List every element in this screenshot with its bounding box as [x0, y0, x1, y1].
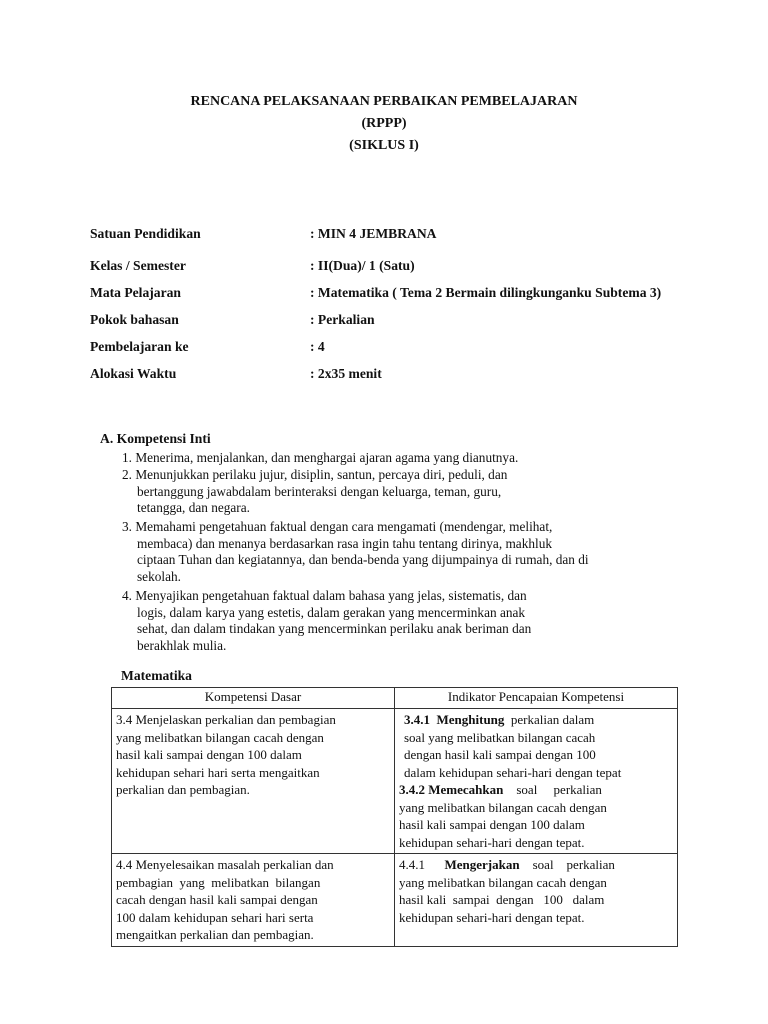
ipk-line: hasil kali sampai dengan 100 dalam [399, 817, 585, 832]
document-subtitle-siklus: (SIKLUS I) [349, 138, 419, 153]
ki-item-2 [122, 467, 612, 517]
ipk-line: perkalian dalam [510, 712, 595, 727]
table-row [112, 709, 678, 854]
ipk-code: 3.4.1 [404, 712, 430, 727]
ki-line: Memahami pengetahuan faktual dengan cara mengamati (mendengar, melihat, [135, 519, 553, 534]
identity-value: : II(Dua)/ 1 (Satu) [310, 258, 415, 273]
identity-label: Pokok bahasan [90, 312, 179, 327]
ipk-line: kehidupan sehari-hari dengan tepat. [399, 834, 585, 850]
ki-line: berakhlak mulia. [137, 637, 227, 653]
kd-line: kehidupan sehari hari serta mengaitkan [116, 764, 320, 780]
ipk-verb: Menghitung [436, 712, 505, 727]
ki-line: logis, dalam karya yang estetis, dalam gerakan yang mencerminkan anak [137, 604, 526, 620]
document-title: RENCANA PELAKSANAAN PERBAIKAN PEMBELAJARAN [190, 94, 578, 109]
ipk-code: 3.4.2 [399, 782, 425, 797]
ki-line: Menunjukkan perilaku jujur, disiplin, santun, percaya diri, peduli, dan [135, 467, 508, 482]
ki-number: 3. [122, 519, 132, 534]
identity-label: Mata Pelajaran [90, 285, 181, 300]
kd-line: 4.4 Menyelesaikan masalah perkalian dan [116, 857, 334, 872]
ipk-code: 4.4.1 [399, 857, 425, 872]
kd-line: hasil kali sampai dengan 100 dalam [116, 747, 302, 762]
kd-line: cacah dengan hasil kali sampai dengan [116, 892, 318, 907]
identity-label: Kelas / Semester [90, 258, 186, 273]
ki-number: 4. [122, 588, 132, 603]
ipk-cell [395, 709, 678, 854]
table-header-row [112, 688, 678, 709]
matematika-heading: Matematika [121, 668, 192, 683]
ipk-line: yang melibatkan bilangan cacah dengan [399, 874, 607, 890]
document-subtitle-rppp: (RPPP) [361, 116, 407, 131]
competency-table [111, 687, 678, 947]
ipk-cell [395, 854, 678, 947]
ipk-line: yang melibatkan bilangan cacah dengan [399, 799, 607, 815]
identity-value: : MIN 4 JEMBRANA [310, 226, 437, 241]
column-header-kd: Kompetensi Dasar [112, 688, 395, 709]
ki-line: ciptaan Tuhan dan kegiatannya, dan benda-benda yang dijumpainya di rumah, dan di [137, 552, 589, 567]
kd-line: yang melibatkan bilangan cacah dengan [116, 729, 324, 745]
ipk-line: soal perkalian [532, 857, 615, 872]
ki-item-4 [122, 588, 612, 654]
ipk-line: hasil kali sampai dengan 100 dalam [399, 892, 605, 907]
identity-value: : 2x35 menit [310, 366, 382, 381]
ipk-line: kehidupan sehari-hari dengan tepat. [399, 909, 585, 925]
ipk-line: dalam kehidupan sehari-hari dengan tepat [404, 764, 622, 780]
ipk-verb: Memecahkan [428, 782, 504, 797]
table-row [112, 854, 678, 947]
ki-line: membaca) dan menanya berdasarkan rasa ingin tahu tentang dirinya, makhluk [137, 535, 553, 551]
ki-item-3 [122, 519, 612, 585]
identity-label: Alokasi Waktu [90, 366, 177, 381]
ki-number: 2. [122, 467, 132, 482]
kd-line: 100 dalam kehidupan sehari hari serta [116, 909, 314, 925]
ipk-line: soal perkalian [516, 782, 602, 797]
ki-item-1 [122, 450, 612, 467]
ki-line: tetangga, dan negara. [137, 500, 250, 515]
ipk-line: soal yang melibatkan bilangan cacah [404, 729, 596, 745]
kd-cell [112, 854, 395, 947]
identity-value: : 4 [310, 339, 325, 354]
kd-line: mengaitkan perkalian dan pembagian. [116, 927, 314, 942]
ipk-item [399, 781, 673, 851]
identity-value: : Perkalian [310, 312, 375, 327]
identity-value: : Matematika ( Tema 2 Bermain dilingkunganku Subtema 3) [310, 285, 662, 300]
identity-label: Pembelajaran ke [90, 339, 189, 354]
ki-line: sehat, dan dalam tindakan yang mencerminkan perilaku anak beriman dan [137, 621, 532, 636]
kd-line: pembagian yang melibatkan bilangan [116, 874, 321, 890]
section-heading: A. Kompetensi Inti [100, 431, 211, 446]
kd-line: 3.4 Menjelaskan perkalian dan pembagian [116, 712, 336, 727]
kd-line: perkalian dan pembagian. [116, 782, 250, 797]
ki-line: Menerima, menjalankan, dan menghargai ajaran agama yang dianutnya. [135, 450, 519, 465]
ipk-item [399, 711, 673, 781]
ki-number: 1. [122, 450, 132, 465]
ipk-line: dengan hasil kali sampai dengan 100 [404, 747, 596, 762]
column-header-ipk: Indikator Pencapaian Kompetensi [395, 688, 678, 709]
identity-label: Satuan Pendidikan [90, 226, 201, 241]
ki-line: bertanggung jawabdalam berinteraksi dengan keluarga, teman, guru, [137, 483, 502, 499]
kd-cell [112, 709, 395, 854]
ki-line: sekolah. [137, 568, 181, 584]
ki-line: Menyajikan pengetahuan faktual dalam bahasa yang jelas, sistematis, dan [135, 588, 527, 603]
ipk-verb: Mengerjakan [444, 857, 520, 872]
